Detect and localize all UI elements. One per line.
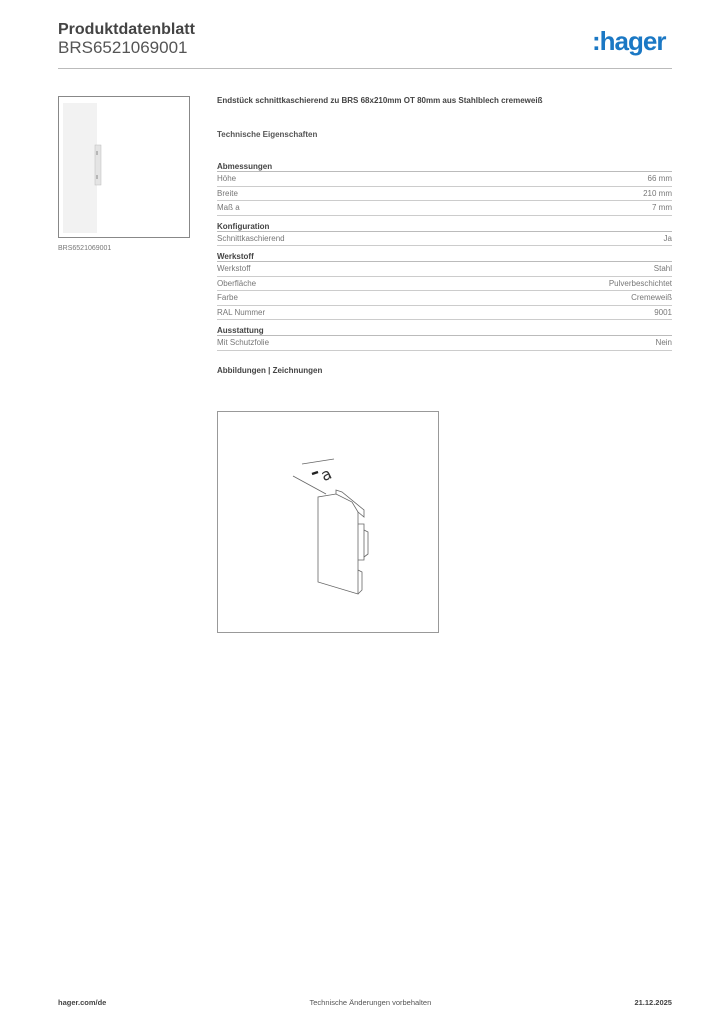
property-value: 66 mm [647, 174, 672, 183]
property-row [217, 306, 672, 321]
footer [58, 998, 672, 1007]
dimension-label: a [317, 463, 335, 486]
header-divider [58, 68, 672, 69]
property-label: Mit Schutzfolie [217, 338, 270, 347]
property-label: Farbe [217, 293, 238, 302]
properties-panel [217, 94, 672, 375]
property-value: Pulverbeschichtet [608, 278, 672, 288]
section-konfiguration [217, 222, 672, 247]
section-ausstattung [217, 326, 672, 351]
product-image [58, 96, 190, 238]
property-label: Werkstoff [217, 264, 251, 273]
property-row [217, 262, 672, 277]
section-werkstoff [217, 252, 672, 320]
property-row [217, 232, 672, 247]
drawings-heading: Abbildungen | Zeichnungen [217, 365, 323, 375]
property-row [217, 336, 672, 351]
page-title: Produktdatenblatt [58, 21, 195, 38]
footer-note: Technische Änderungen vorbehalten [309, 998, 432, 1007]
section-title: Abmessungen [217, 162, 672, 172]
property-value: 7 mm [652, 203, 672, 212]
footer-date: 21.12.2025 [634, 998, 672, 1007]
property-label: Breite [217, 188, 238, 198]
property-label: Höhe [217, 174, 237, 183]
product-description: Endstück schnittkaschierend zu BRS 68x210mm OT 80mm aus Stahlblech cremeweiß [217, 96, 543, 105]
property-value: 9001 [654, 307, 672, 317]
hager-logo: :hager [592, 26, 666, 56]
property-label: Oberfläche [217, 278, 257, 288]
property-value: Nein [655, 338, 672, 347]
property-value: Stahl [653, 264, 672, 273]
property-value: Ja [663, 233, 672, 243]
article-number: BRS6521069001 [58, 38, 188, 57]
property-label: RAL Nummer [217, 307, 266, 317]
property-row [217, 277, 672, 292]
property-value: Cremeweiß [631, 293, 672, 302]
technical-drawing [217, 411, 439, 633]
image-caption: BRS6521069001 [58, 245, 112, 252]
section-title: Werkstoff [217, 252, 672, 262]
property-label: Schnittkaschierend [217, 233, 285, 243]
property-row [217, 291, 672, 306]
section-abmessungen [217, 162, 672, 216]
property-value: 210 mm [643, 188, 672, 198]
section-title: Konfiguration [217, 222, 672, 232]
property-row [217, 172, 672, 187]
property-label: Maß a [217, 203, 240, 212]
section-title: Ausstattung [217, 326, 672, 336]
footer-website[interactable]: hager.com/de [58, 998, 107, 1007]
tech-heading: Technische Eigenschaften [217, 130, 318, 139]
property-row [217, 187, 672, 202]
property-row [217, 201, 672, 216]
